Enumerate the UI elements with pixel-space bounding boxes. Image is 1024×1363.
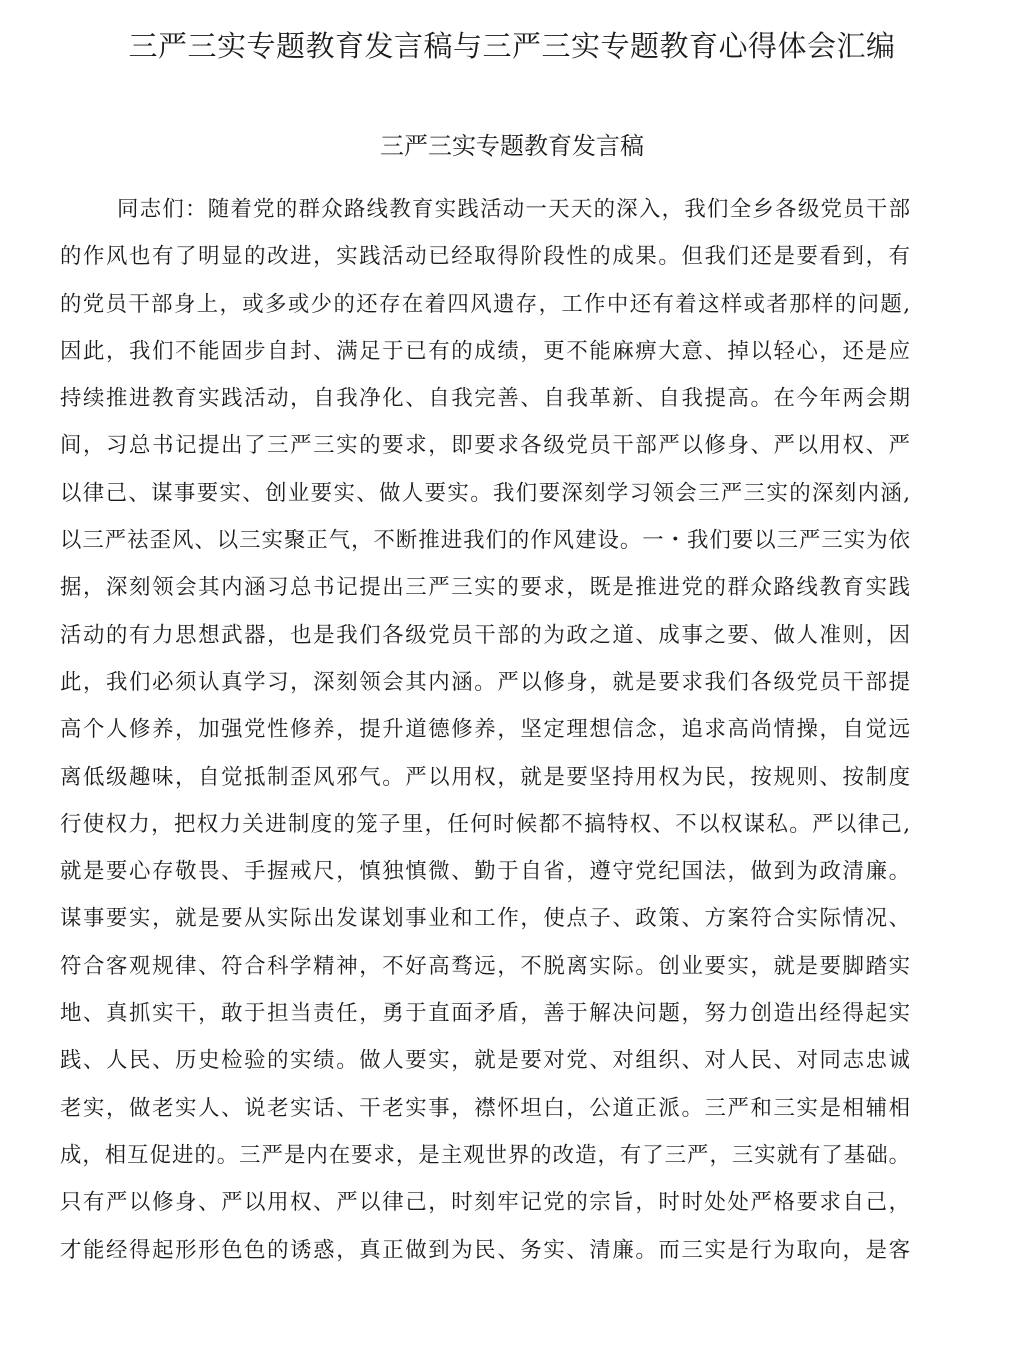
text-line: 持续推进教育实践活动，自我净化、自我完善、自我革新、自我提高。在今年两会期 [60, 386, 910, 412]
text-line: 就是要心存敬畏、手握戒尺，慎独慎微、勤于自省，遵守党纪国法，做到为政清廉。 [60, 859, 910, 885]
text-line: 符合客观规律、符合科学精神，不好高骛远，不脱离实际。创业要实，就是要脚踏实 [60, 953, 910, 979]
text-line: 因此，我们不能固步自封、满足于已有的成绩，更不能麻痹大意、掉以轻心，还是应 [60, 338, 910, 364]
text-line: 只有严以修身、严以用权、严以律己，时刻牢记党的宗旨，时时处处严格要求自己， [60, 1190, 910, 1216]
text-line: 的党员干部身上，或多或少的还存在着四风遗存，工作中还有着这样或者那样的问题, [60, 291, 910, 317]
text-line: 间，习总书记提出了三严三实的要求，即要求各级党员干部严以修身、严以用权、严 [60, 433, 910, 459]
section-title: 三严三实专题教育发言稿 [380, 132, 644, 160]
text-line: 地、真抓实干，敢于担当责任，勇于直面矛盾，善于解决问题，努力创造出经得起实 [60, 1001, 910, 1027]
text-line: 离低级趣味，自觉抵制歪风邪气。严以用权，就是要坚持用权为民，按规则、按制度 [60, 764, 910, 790]
text-line: 践、人民、历史检验的实绩。做人要实，就是要对党、对组织、对人民、对同志忠诚 [60, 1048, 910, 1074]
text-line: 谋事要实，就是要从实际出发谋划事业和工作，使点子、政策、方案符合实际情况、 [60, 906, 910, 932]
text-line: 据，深刻领会其内涵习总书记提出三严三实的要求，既是推进党的群众路线教育实践 [60, 575, 910, 601]
document-title: 三严三实专题教育发言稿与三严三实专题教育心得体会汇编 [128, 29, 896, 63]
text-line: 行使权力，把权力关进制度的笼子里，任何时候都不搞特权、不以权谋私。严以律己, [60, 811, 910, 837]
text-line: 以律己、谋事要实、创业要实、做人要实。我们要深刻学习领会三严三实的深刻内涵, [60, 480, 910, 506]
text-line: 高个人修养，加强党性修养，提升道德修养，坚定理想信念，追求高尚情操，自觉远 [60, 717, 910, 743]
text-line: 老实，做老实人、说老实话、干老实事，襟怀坦白，公道正派。三严和三实是相辅相 [60, 1095, 910, 1121]
text-line: 活动的有力思想武器，也是我们各级党员干部的为政之道、成事之要、做人准则，因 [60, 622, 910, 648]
text-line: 的作风也有了明显的改进，实践活动已经取得阶段性的成果。但我们还是要看到，有 [60, 244, 910, 270]
text-line: 此，我们必须认真学习，深刻领会其内涵。严以修身，就是要求我们各级党员干部提 [60, 669, 910, 695]
body-text [60, 192, 910, 1280]
text-line: 同志们：随着党的群众路线教育实践活动一天天的深入，我们全乡各级党员干部 [117, 197, 910, 222]
text-line: 成，相互促进的。三严是内在要求，是主观世界的改造，有了三严，三实就有了基础。 [60, 1142, 910, 1168]
text-line: 以三严祛歪风、以三实聚正气，不断推进我们的作风建设。一・我们要以三严三实为依 [60, 528, 910, 554]
text-line: 才能经得起形形色色的诱惑，真正做到为民、务实、清廉。而三实是行为取向，是客 [60, 1237, 910, 1263]
